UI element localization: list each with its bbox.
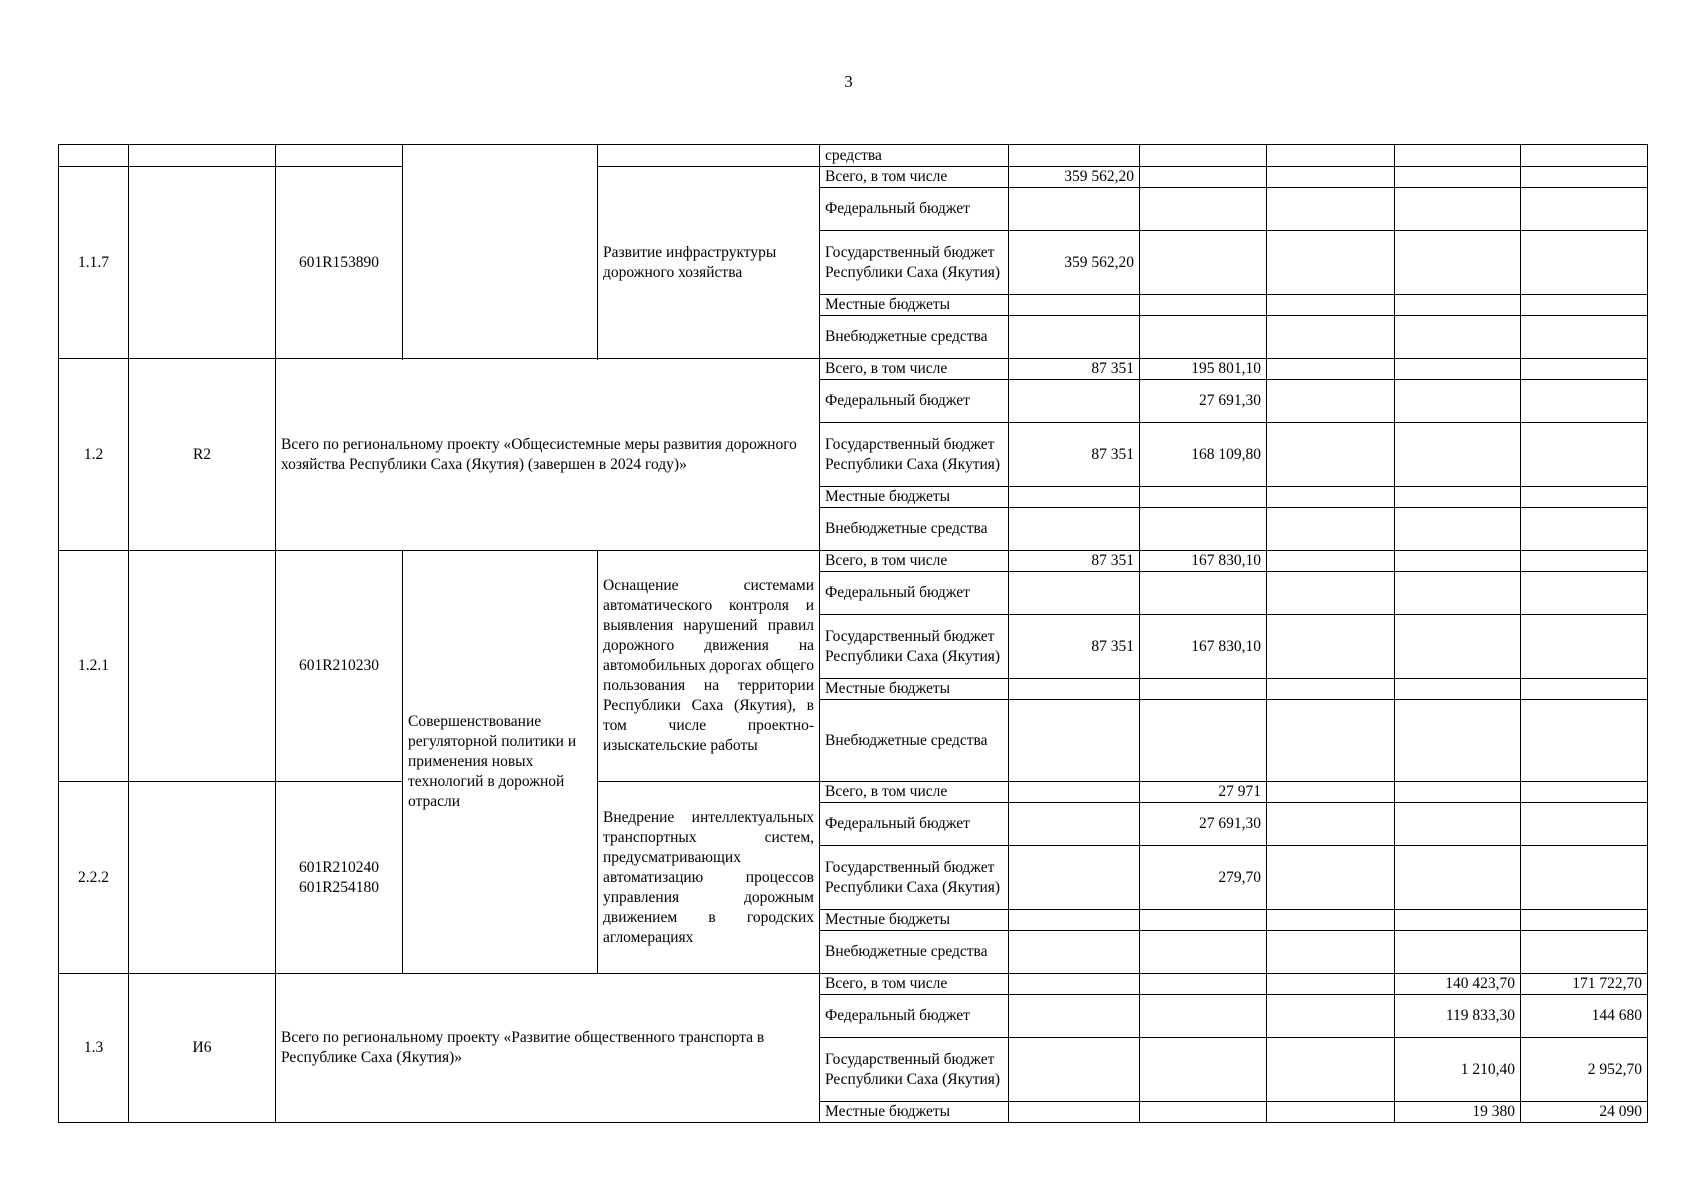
source-label: Государственный бюджет Республики Саха (Якутия) xyxy=(820,846,1009,910)
source-label: Федеральный бюджет xyxy=(820,995,1009,1038)
project-code: R2 xyxy=(129,359,276,551)
value-cell xyxy=(1140,316,1267,359)
source-label: Местные бюджеты xyxy=(820,910,1009,931)
value-cell xyxy=(1267,551,1395,572)
value-cell xyxy=(1267,380,1395,423)
value-cell xyxy=(1521,188,1648,231)
value-cell: 168 109,80 xyxy=(1140,423,1267,487)
budget-code-line: 601R254180 xyxy=(298,878,380,896)
value-cell xyxy=(1521,508,1648,551)
source-label: Государственный бюджет Республики Саха (Якутия) xyxy=(820,1038,1009,1102)
source-label: средства xyxy=(820,145,1009,167)
value-cell xyxy=(1009,508,1140,551)
value-cell: 140 423,70 xyxy=(1395,974,1521,995)
value-cell: 87 351 xyxy=(1009,423,1140,487)
value-cell xyxy=(1395,572,1521,615)
source-label: Внебюджетные средства xyxy=(820,316,1009,359)
value-cell xyxy=(1140,974,1267,995)
value-cell xyxy=(1521,145,1648,167)
value-cell xyxy=(1521,316,1648,359)
row-number: 1.2.1 xyxy=(59,551,129,782)
value-cell: 167 830,10 xyxy=(1140,615,1267,679)
source-label: Всего, в том числе xyxy=(820,551,1009,572)
value-cell xyxy=(1267,316,1395,359)
value-cell xyxy=(1009,145,1140,167)
source-label: Внебюджетные средства xyxy=(820,931,1009,974)
value-cell xyxy=(1140,910,1267,931)
value-cell xyxy=(1267,700,1395,782)
event-name: Оснащение системами автоматического контроля и выявления нарушений правил дорожного движения на автомобильных дорогах общего пользования на территории Республики Саха (Якутия), в том числе проектно-изыскательские работы xyxy=(598,551,820,782)
empty-cell xyxy=(129,782,276,974)
project-total-title: Всего по региональному проекту «Развитие общественного транспорта в Республике Саха (Якутия)» xyxy=(276,974,820,1123)
value-cell xyxy=(1009,782,1140,803)
source-label: Федеральный бюджет xyxy=(820,803,1009,846)
value-cell: 359 562,20 xyxy=(1009,231,1140,295)
value-cell: 195 801,10 xyxy=(1140,359,1267,380)
value-cell xyxy=(1267,910,1395,931)
value-cell xyxy=(1395,782,1521,803)
table-row xyxy=(59,782,1648,803)
value-cell: 27 691,30 xyxy=(1140,380,1267,423)
source-label: Государственный бюджет Республики Саха (Якутия) xyxy=(820,423,1009,487)
source-label: Местные бюджеты xyxy=(820,487,1009,508)
value-cell xyxy=(1521,846,1648,910)
value-cell xyxy=(1395,188,1521,231)
value-cell xyxy=(1521,167,1648,188)
value-cell xyxy=(1267,974,1395,995)
value-cell xyxy=(1267,1102,1395,1123)
empty-cell xyxy=(59,145,129,167)
source-label: Федеральный бюджет xyxy=(820,380,1009,423)
value-cell xyxy=(1267,782,1395,803)
project-code: И6 xyxy=(129,974,276,1123)
value-cell: 359 562,20 xyxy=(1009,167,1140,188)
value-cell xyxy=(1009,316,1140,359)
value-cell: 171 722,70 xyxy=(1521,974,1648,995)
value-cell xyxy=(1009,974,1140,995)
value-cell xyxy=(1140,572,1267,615)
value-cell: 87 351 xyxy=(1009,359,1140,380)
value-cell xyxy=(1267,167,1395,188)
value-cell xyxy=(1267,995,1395,1038)
value-cell: 27 691,30 xyxy=(1140,803,1267,846)
source-label: Внебюджетные средства xyxy=(820,508,1009,551)
value-cell xyxy=(1521,231,1648,295)
value-cell xyxy=(1140,679,1267,700)
value-cell xyxy=(1140,995,1267,1038)
budget-code: 601R210230 xyxy=(276,551,403,782)
value-cell xyxy=(1521,487,1648,508)
value-cell xyxy=(1395,231,1521,295)
budget-table xyxy=(58,144,1648,1123)
value-cell xyxy=(1395,615,1521,679)
value-cell xyxy=(1009,1038,1140,1102)
value-cell xyxy=(1395,931,1521,974)
source-label: Государственный бюджет Республики Саха (Якутия) xyxy=(820,231,1009,295)
value-cell xyxy=(1267,295,1395,316)
source-label: Федеральный бюджет xyxy=(820,572,1009,615)
empty-cell xyxy=(129,551,276,782)
value-cell xyxy=(1395,380,1521,423)
value-cell xyxy=(1140,231,1267,295)
source-label: Всего, в том числе xyxy=(820,359,1009,380)
value-cell xyxy=(1140,487,1267,508)
direction-cell-continued xyxy=(403,145,598,359)
value-cell: 144 680 xyxy=(1521,995,1648,1038)
row-number: 1.2 xyxy=(59,359,129,551)
event-name: Развитие инфраструктуры дорожного хозяйства xyxy=(598,167,820,359)
value-cell xyxy=(1395,551,1521,572)
value-cell xyxy=(1267,487,1395,508)
value-cell xyxy=(1267,1038,1395,1102)
value-cell xyxy=(1521,782,1648,803)
value-cell xyxy=(1267,231,1395,295)
value-cell xyxy=(1009,910,1140,931)
value-cell xyxy=(1521,572,1648,615)
value-cell xyxy=(1521,423,1648,487)
budget-code xyxy=(276,782,403,974)
value-cell xyxy=(1009,487,1140,508)
value-cell xyxy=(1395,679,1521,700)
value-cell xyxy=(1140,931,1267,974)
value-cell xyxy=(1267,846,1395,910)
value-cell xyxy=(1395,145,1521,167)
value-cell xyxy=(1521,295,1648,316)
source-label: Всего, в том числе xyxy=(820,167,1009,188)
value-cell xyxy=(1140,1102,1267,1123)
value-cell xyxy=(1140,188,1267,231)
value-cell xyxy=(1521,931,1648,974)
table-row xyxy=(59,145,1648,167)
empty-cell xyxy=(276,145,403,167)
source-label: Федеральный бюджет xyxy=(820,188,1009,231)
source-label: Местные бюджеты xyxy=(820,679,1009,700)
value-cell xyxy=(1521,679,1648,700)
row-number: 2.2.2 xyxy=(59,782,129,974)
source-label: Местные бюджеты xyxy=(820,295,1009,316)
value-cell: 87 351 xyxy=(1009,551,1140,572)
source-label: Всего, в том числе xyxy=(820,782,1009,803)
empty-cell xyxy=(598,145,820,167)
value-cell xyxy=(1267,188,1395,231)
row-number: 1.3 xyxy=(59,974,129,1123)
value-cell xyxy=(1009,846,1140,910)
value-cell xyxy=(1140,145,1267,167)
value-cell xyxy=(1395,316,1521,359)
budget-code: 601R153890 xyxy=(276,167,403,359)
value-cell: 279,70 xyxy=(1140,846,1267,910)
table-row xyxy=(59,359,1648,380)
value-cell: 24 090 xyxy=(1521,1102,1648,1123)
value-cell: 167 830,10 xyxy=(1140,551,1267,572)
empty-cell xyxy=(129,145,276,167)
value-cell xyxy=(1395,910,1521,931)
value-cell xyxy=(1009,931,1140,974)
value-cell xyxy=(1140,167,1267,188)
value-cell xyxy=(1009,679,1140,700)
value-cell xyxy=(1395,359,1521,380)
value-cell xyxy=(1009,700,1140,782)
value-cell xyxy=(1395,295,1521,316)
value-cell: 27 971 xyxy=(1140,782,1267,803)
table-row xyxy=(59,974,1648,995)
value-cell xyxy=(1009,572,1140,615)
page-number: 3 xyxy=(844,72,853,91)
value-cell xyxy=(1521,551,1648,572)
value-cell xyxy=(1395,803,1521,846)
value-cell xyxy=(1140,1038,1267,1102)
value-cell: 87 351 xyxy=(1009,615,1140,679)
value-cell xyxy=(1267,508,1395,551)
value-cell xyxy=(1521,700,1648,782)
table-row xyxy=(59,167,1648,188)
value-cell xyxy=(1140,508,1267,551)
value-cell xyxy=(1267,359,1395,380)
value-cell xyxy=(1395,423,1521,487)
row-number: 1.1.7 xyxy=(59,167,129,359)
value-cell xyxy=(1009,380,1140,423)
value-cell xyxy=(1267,679,1395,700)
value-cell: 1 210,40 xyxy=(1395,1038,1521,1102)
value-cell: 119 833,30 xyxy=(1395,995,1521,1038)
value-cell xyxy=(1395,167,1521,188)
value-cell: 2 952,70 xyxy=(1521,1038,1648,1102)
value-cell xyxy=(1267,803,1395,846)
value-cell xyxy=(1267,423,1395,487)
value-cell: 19 380 xyxy=(1395,1102,1521,1123)
value-cell xyxy=(1521,359,1648,380)
value-cell xyxy=(1140,295,1267,316)
value-cell xyxy=(1395,700,1521,782)
event-name: Внедрение интеллектуальных транспортных систем, предусматривающих автоматизацию процессов управления дорожным движением в городских агломерациях xyxy=(598,782,820,974)
source-label: Внебюджетные средства xyxy=(820,700,1009,782)
source-label: Местные бюджеты xyxy=(820,1102,1009,1123)
value-cell xyxy=(1521,910,1648,931)
value-cell xyxy=(1009,803,1140,846)
value-cell xyxy=(1395,487,1521,508)
value-cell xyxy=(1521,380,1648,423)
source-label: Всего, в том числе xyxy=(820,974,1009,995)
value-cell xyxy=(1009,1102,1140,1123)
value-cell xyxy=(1009,295,1140,316)
value-cell xyxy=(1009,188,1140,231)
source-label: Государственный бюджет Республики Саха (Якутия) xyxy=(820,615,1009,679)
value-cell xyxy=(1521,803,1648,846)
value-cell xyxy=(1267,615,1395,679)
empty-cell xyxy=(129,167,276,359)
value-cell xyxy=(1009,995,1140,1038)
value-cell xyxy=(1521,615,1648,679)
budget-code-line: 601R210240 xyxy=(298,858,380,876)
value-cell xyxy=(1267,572,1395,615)
value-cell xyxy=(1267,931,1395,974)
value-cell xyxy=(1140,700,1267,782)
value-cell xyxy=(1267,145,1395,167)
project-total-title: Всего по региональному проекту «Общесистемные меры развития дорожного хозяйства Республики Саха (Якутия) (завершен в 2024 году)» xyxy=(276,359,820,551)
value-cell xyxy=(1395,508,1521,551)
direction-name: Совершенствование регуляторной политики и применения новых технологий в дорожной отрасли xyxy=(403,551,598,974)
table-row xyxy=(59,551,1648,572)
value-cell xyxy=(1395,846,1521,910)
